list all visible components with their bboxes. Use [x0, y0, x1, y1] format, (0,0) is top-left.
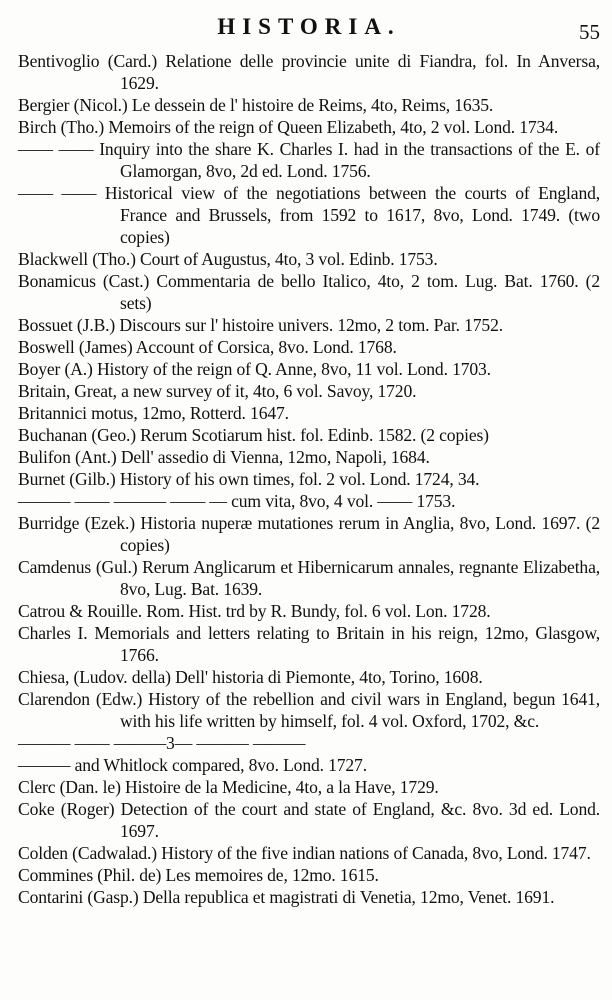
bibliography-entry: —— —— Inquiry into the share K. Charles I. had in the transactions of the E. of Glamorgan, 8vo, 2d ed. Lond. 1756.	[18, 139, 600, 181]
bibliography-entry: Camdenus (Gul.) Rerum Anglicarum et Hibernicarum annales, regnante Elizabetha, 8vo, Lug. Bat. 1639.	[18, 557, 600, 599]
bibliography-entry: —— —— Historical view of the negotiations between the courts of England, France and Brussels, from 1592 to 1617, 8vo, Lond. 1749. (two copies)	[18, 183, 600, 247]
bibliography-entry: Burnet (Gilb.) History of his own times, fol. 2 vol. Lond. 1724, 34.	[18, 469, 480, 489]
bibliography-entry: Chiesa, (Ludov. della) Dell' historia di Piemonte, 4to, Torino, 1608.	[18, 667, 483, 687]
bibliography-entry: Bentivoglio (Card.) Relatione delle provincie unite di Fiandra, fol. In Anversa, 1629.	[18, 51, 600, 93]
signature-mark: ——— —— ———3— ——— ———	[18, 733, 306, 753]
bibliography-entry: Bergier (Nicol.) Le dessein de l' histoire de Reims, 4to, Reims, 1635.	[18, 95, 494, 115]
running-title: HISTORIA.	[217, 14, 401, 39]
bibliography-entry: Burridge (Ezek.) Historia nuperæ mutationes rerum in Anglia, 8vo, Lond. 1697. (2 copies)	[18, 513, 600, 555]
bibliography-entry: Clerc (Dan. le) Histoire de la Medicine, 4to, a la Have, 1729.	[18, 777, 439, 797]
bibliography-entry: Bonamicus (Cast.) Commentaria de bello Italico, 4to, 2 tom. Lug. Bat. 1760. (2 sets)	[18, 271, 600, 313]
bibliography-entry: Coke (Roger) Detection of the court and state of England, &c. 8vo. 3d ed. Lond. 1697.	[18, 799, 600, 841]
bibliography-entry: Buchanan (Geo.) Rerum Scotiarum hist. fol. Edinb. 1582. (2 copies)	[18, 425, 489, 445]
page-number: 55	[579, 20, 600, 44]
bibliography-entry: Boyer (A.) History of the reign of Q. Anne, 8vo, 11 vol. Lond. 1703.	[18, 359, 491, 379]
bibliography-entry: ——— —— ——— —— — cum vita, 8vo, 4 vol. —— 1753.	[18, 491, 456, 511]
page-header	[18, 10, 600, 50]
bibliography-entry: Bossuet (J.B.) Discours sur l' histoire univers. 12mo, 2 tom. Par. 1752.	[18, 315, 503, 335]
bibliography-entry: Britannici motus, 12mo, Rotterd. 1647.	[18, 403, 289, 423]
bibliography-entry: Blackwell (Tho.) Court of Augustus, 4to, 3 vol. Edinb. 1753.	[18, 249, 438, 269]
bibliography-entry: Clarendon (Edw.) History of the rebellion and civil wars in England, begun 1641, with his life written by himself, fol. 4 vol. Oxford, 1702, &c.	[18, 689, 600, 731]
bibliography-entry: Contarini (Gasp.) Della republica et magistrati di Venetia, 12mo, Venet. 1691.	[18, 887, 555, 907]
bibliography-entry: Britain, Great, a new survey of it, 4to, 6 vol. Savoy, 1720.	[18, 381, 417, 401]
bibliography-entry: Catrou & Rouille. Rom. Hist. trd by R. Bundy, fol. 6 vol. Lon. 1728.	[18, 601, 491, 621]
bibliography-entry: ——— and Whitlock compared, 8vo. Lond. 1727.	[18, 755, 367, 775]
bibliography-entry: Colden (Cadwalad.) History of the five indian nations of Canada, 8vo, Lond. 1747.	[18, 843, 591, 863]
bibliography-entry: Charles I. Memorials and letters relating to Britain in his reign, 12mo, Glasgow, 1766.	[18, 623, 600, 665]
bibliography-entry: Boswell (James) Account of Corsica, 8vo. Lond. 1768.	[18, 337, 397, 357]
bibliography-entry: Birch (Tho.) Memoirs of the reign of Queen Elizabeth, 4to, 2 vol. Lond. 1734.	[18, 117, 559, 137]
bibliography-list	[18, 50, 600, 908]
bibliography-entry: Bulifon (Ant.) Dell' assedio di Vienna, 12mo, Napoli, 1684.	[18, 447, 430, 467]
bibliography-entry: Commines (Phil. de) Les memoires de, 12mo. 1615.	[18, 865, 379, 885]
